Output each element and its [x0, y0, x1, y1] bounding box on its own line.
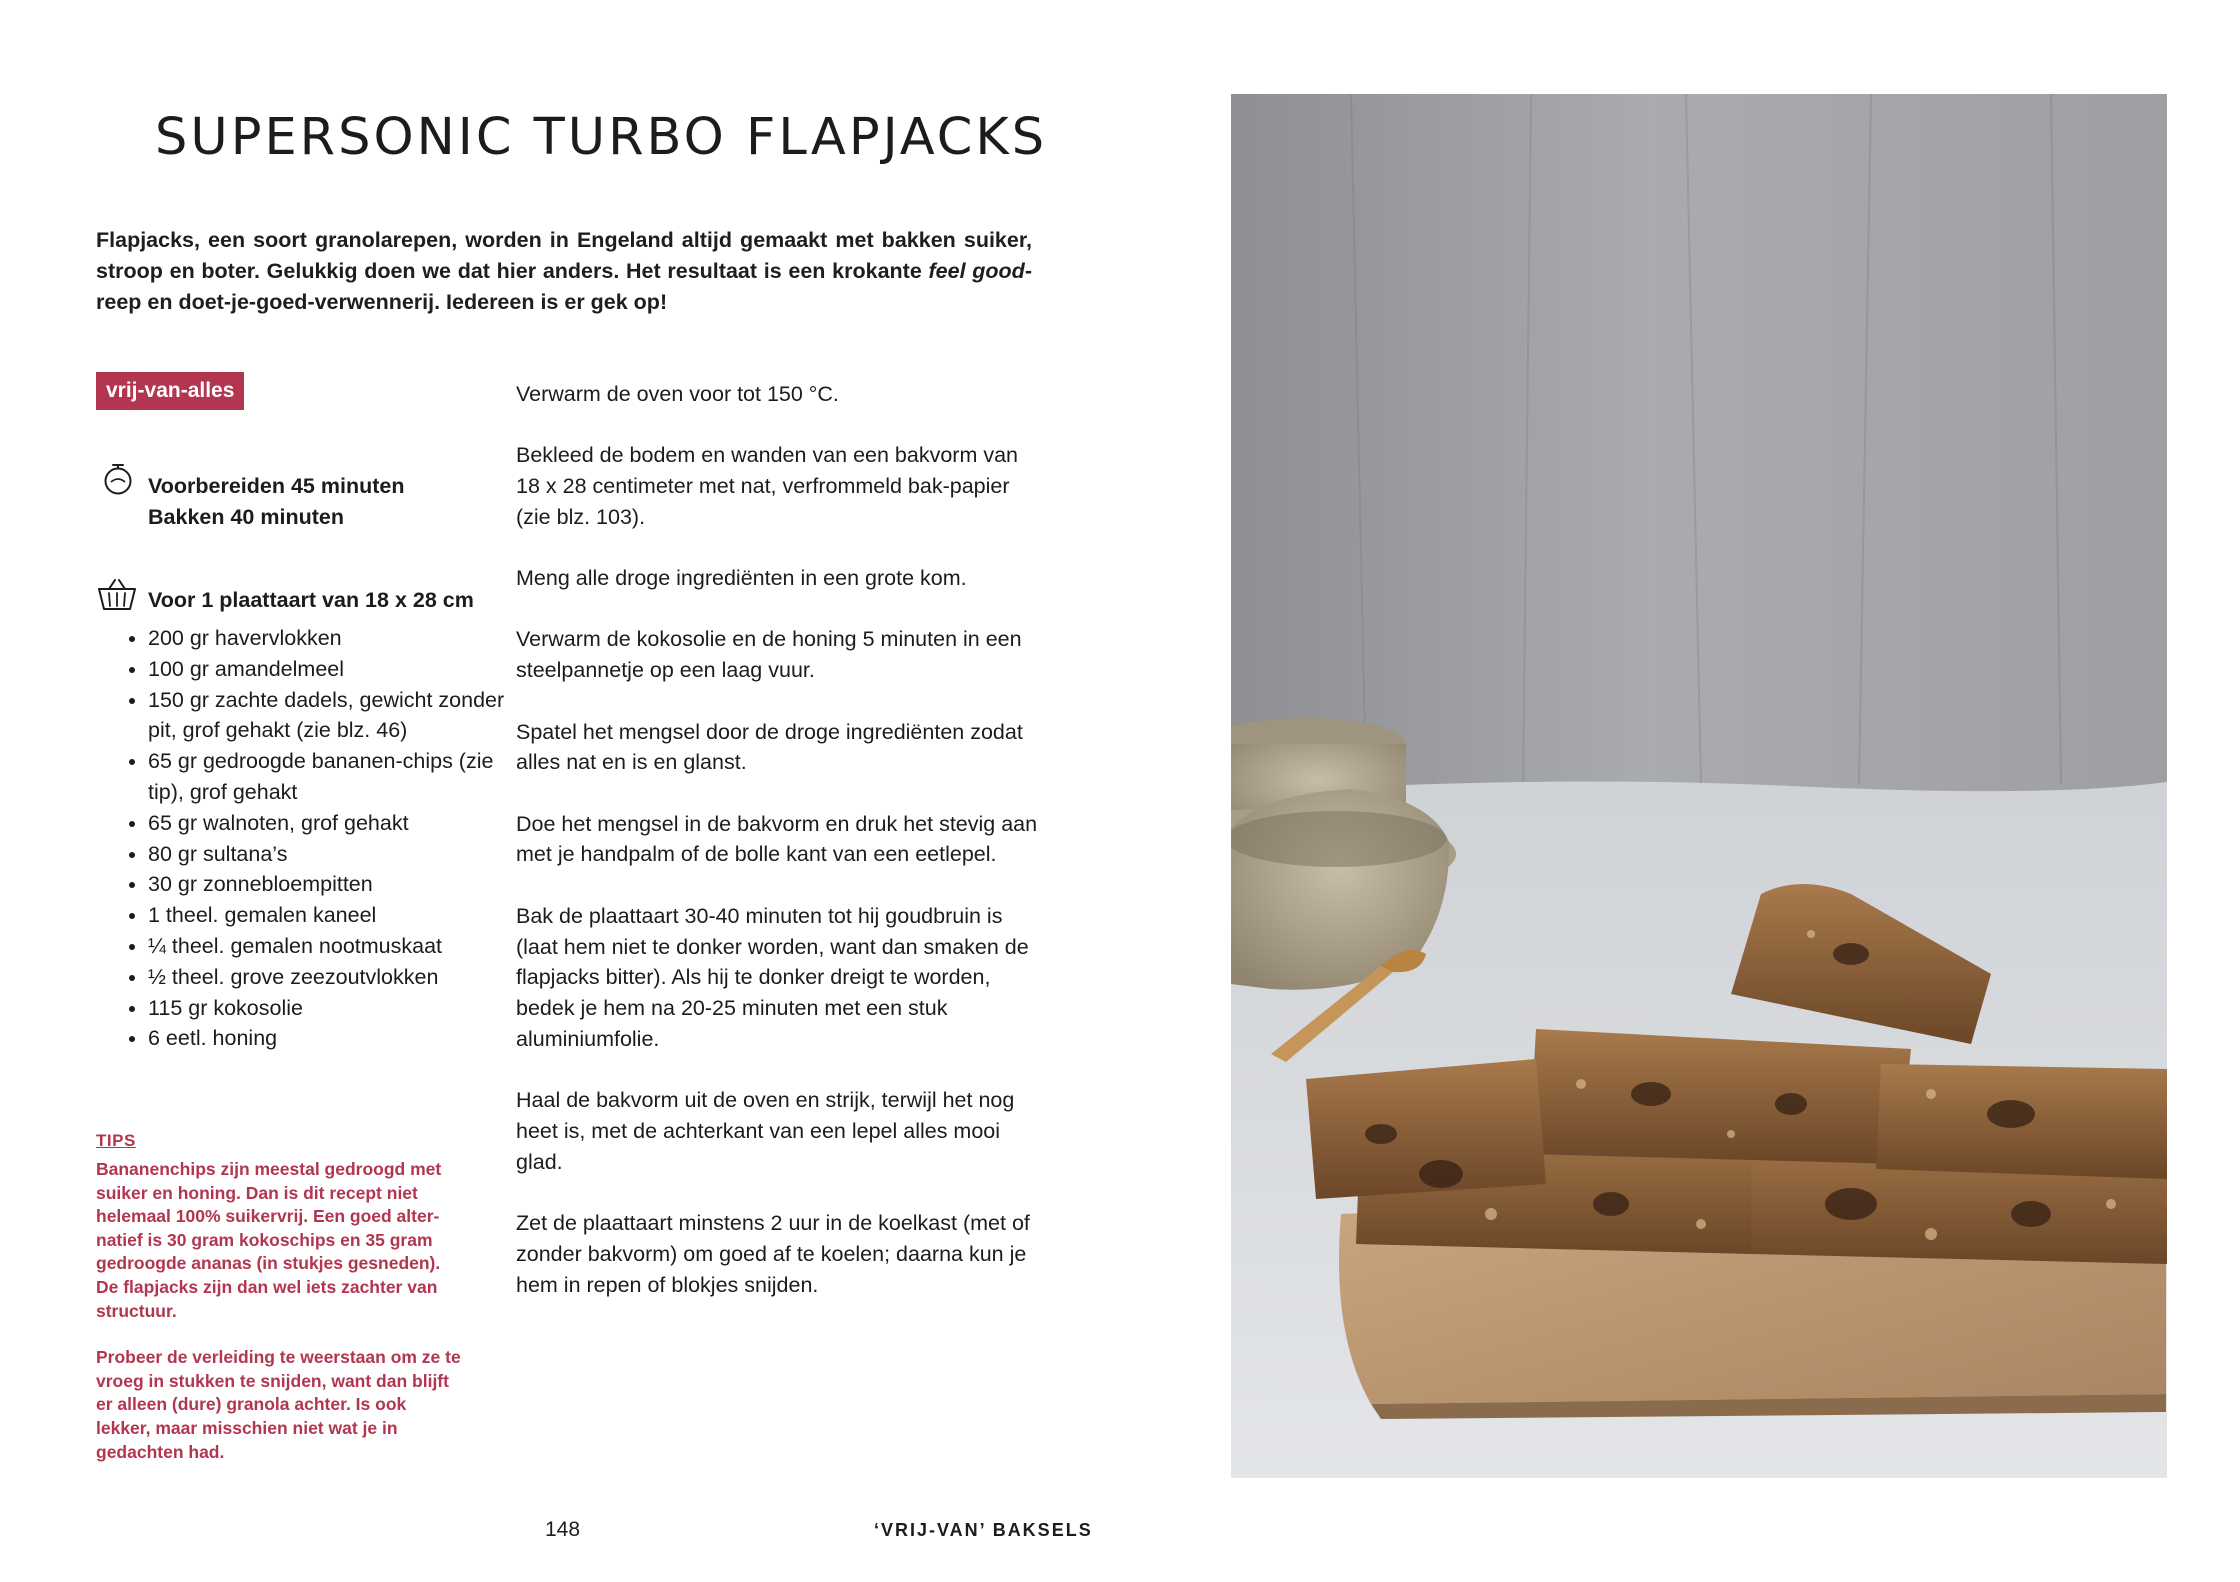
- timer-icon: [102, 462, 134, 496]
- tip-item: Probeer de verleiding te weerstaan om ze te vroeg in stukken te snijden, want dan blijft er alleen (dure) granola achter. Is ook lekker, maar misschien niet wat je in gedachten had.: [96, 1347, 461, 1462]
- method-step: Meng alle droge ingrediënten in een grote kom.: [516, 566, 967, 591]
- method-step: Doe het mengsel in de bakvorm en druk het stevig aan met je handpalm of de bolle kant van een eetlepel.: [516, 811, 1038, 867]
- basket-icon: [97, 577, 137, 611]
- flapjacks-photo-illustration: [1231, 94, 2167, 1478]
- diet-badge: vrij-van-alles: [96, 372, 244, 410]
- ingredient-list: [110, 623, 508, 1054]
- yield: Voor 1 plaattaart van 18 x 28 cm: [148, 588, 474, 612]
- ingredient-item: • 150 gr zachte dadels, gewicht zonder pit, grof gehakt (zie blz. 46): [148, 685, 508, 747]
- ingredient-item: • 6 eetl. honing: [148, 1023, 508, 1054]
- flapjacks-photo: [1231, 94, 2167, 1478]
- ingredient-item: • 65 gr gedroogde bananen-chips (zie tip), grof gehakt: [148, 746, 508, 808]
- method-steps: [516, 379, 1038, 1331]
- ingredient-item: • ½ theel. grove zeezoutvlokken: [148, 962, 508, 993]
- section-name: ‘VRIJ-VAN’ BAKSELS: [874, 1520, 1093, 1540]
- bake-time: Bakken 40 minuten: [148, 505, 344, 529]
- method-step: Bak de plaattaart 30-40 minuten tot hij goudbruin is (laat hem niet te donker worden, want dan smaken de flapjacks bitter). Als hij te donker dreigt te worden, bedek je hem na 20-25 minuten met een stuk aluminiumfolie.: [516, 903, 1029, 1051]
- ingredient-item: • 80 gr sultana’s: [148, 839, 508, 870]
- method-step: Spatel het mengsel door de droge ingrediënten zodat alles nat en is en glanst.: [516, 719, 1023, 775]
- ingredient-item: • 65 gr walnoten, grof gehakt: [148, 808, 508, 839]
- tip-item: Bananenchips zijn meestal gedroogd met suiker en honing. Dan is dit recept niet helemaal 100% suikervrij. Een goed alter-natief is 30 gram kokoschips en 35 gram gedroogde ananas (in stukjes gesneden). De flapjacks zijn dan wel iets zachter van structuur.: [96, 1159, 442, 1321]
- intro-text-1: Flapjacks, een soort granolarepen, worden in Engeland altijd gemaakt met bakken suiker, stroop en boter. Gelukkig doen we dat hier anders. Het resultaat is een krokante: [96, 228, 1032, 283]
- method-step: Verwarm de oven voor tot 150 °C.: [516, 382, 839, 406]
- ingredient-item: • 1 theel. gemalen kaneel: [148, 900, 508, 931]
- prep-time: Voorbereiden 45 minuten: [148, 474, 405, 498]
- method-step: Haal de bakvorm uit de oven en strijk, terwijl het nog heet is, met de achterkant van een lepel alles mooi glad.: [516, 1088, 1015, 1174]
- ingredient-item: • ¼ theel. gemalen nootmuskaat: [148, 931, 508, 962]
- tips: [96, 1158, 461, 1487]
- recipe-intro: [96, 225, 1032, 318]
- intro-text-2: -reep en doet-je-goed-verwennerij. Iedereen is er gek op!: [96, 259, 1032, 314]
- timing: [148, 471, 404, 533]
- intro-emphasis: feel good: [928, 259, 1025, 283]
- ingredient-item: • 30 gr zonnebloempitten: [148, 869, 508, 900]
- tips-heading: TIPS: [96, 1131, 136, 1150]
- method-step: Verwarm de kokosolie en de honing 5 minuten in een steelpannetje op een laag vuur.: [516, 627, 1022, 683]
- ingredient-item: • 100 gr amandelmeel: [148, 654, 508, 685]
- method-step: Zet de plaattaart minstens 2 uur in de koelkast (met of zonder bakvorm) om goed af te koelen; daarna kun je hem in repen of blokjes snijden.: [516, 1211, 1030, 1297]
- page-number: 148: [545, 1518, 581, 1541]
- recipe-title: SUPERSONIC TURBO FLAPJACKS: [155, 108, 1048, 167]
- ingredient-item: • 200 gr havervlokken: [148, 623, 508, 654]
- method-step: Bekleed de bodem en wanden van een bakvorm van 18 x 28 centimeter met nat, verfrommeld bak-papier (zie blz. 103).: [516, 443, 1019, 529]
- ingredient-item: • 115 gr kokosolie: [148, 993, 508, 1024]
